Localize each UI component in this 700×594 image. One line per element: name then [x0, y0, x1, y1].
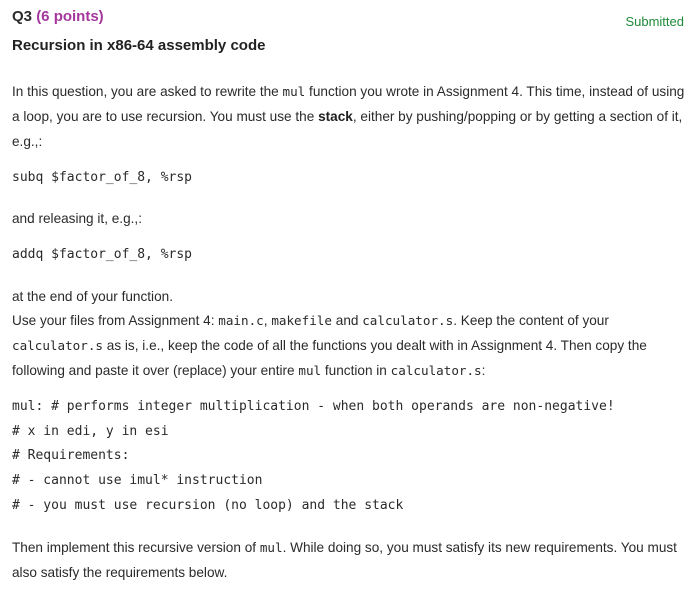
code-mul: mul — [298, 363, 322, 378]
question-header — [12, 8, 684, 30]
final-code-mul: mul — [259, 540, 283, 555]
use-files-text-5: : — [481, 363, 486, 378]
code-makefile: makefile — [271, 313, 332, 328]
code-calculator-s-2: calculator.s — [12, 338, 103, 353]
intro-text-3: , either by pushing/popping or by getting a section of it, e.g.,: — [12, 109, 683, 149]
question-title: Recursion in x86-64 assembly code — [12, 37, 266, 54]
intro-paragraph — [12, 79, 686, 154]
code-calculator-s-3: calculator.s — [390, 363, 482, 378]
code-block-line-2: # x in edi, y in esi — [12, 424, 169, 439]
use-files-text-2: . Keep the content of your — [453, 313, 609, 328]
question-heading — [12, 8, 104, 25]
code-main-c: main.c — [218, 313, 264, 328]
use-files-text-4: function in — [321, 363, 391, 378]
intro-bold-stack: stack — [318, 109, 353, 124]
code-block-line-5: # - you must use recursion (no loop) and the stack — [12, 498, 404, 513]
question-number: Q3 — [12, 8, 33, 25]
end-text: at the end of your function. — [12, 289, 173, 304]
intro-text-2: function you wrote in Assignment 4. This time, instead of using a loop, you are to use recursion. You must use the — [12, 84, 685, 124]
final-text-1: Then implement this recursive version of — [12, 540, 260, 555]
intro-code-mul: mul — [282, 84, 306, 99]
code-calculator-s: calculator.s — [362, 313, 454, 328]
code-block-line-4: # - cannot use imul* instruction — [12, 473, 263, 488]
code-subq: subq $factor_of_8, %rsp — [12, 170, 193, 185]
use-files-and: and — [331, 313, 363, 328]
releasing-text: and releasing it, e.g.,: — [12, 211, 142, 226]
code-block-line-3: # Requirements: — [12, 448, 130, 463]
use-files-text-1: Use your files from Assignment 4: — [12, 313, 219, 328]
code-addq: addq $factor_of_8, %rsp — [12, 247, 193, 262]
final-paragraph — [12, 535, 686, 585]
use-files-text-3: as is, i.e., keep the code of all the functions you dealt with in Assignment 4. Then copy the following and paste it over (replace) your entire — [12, 338, 647, 378]
question-points: (6 points) — [36, 8, 104, 25]
use-files-paragraph — [12, 308, 686, 383]
final-text-2: . While doing so, you must satisfy its new requirements. You must also satisfy the requirements below. — [12, 540, 677, 580]
submission-status: Submitted — [625, 14, 684, 29]
intro-text-1: In this question, you are asked to rewrite the — [12, 84, 283, 99]
code-block-line-1: mul: # performs integer multiplication - when both operands are non-negative! — [12, 399, 615, 414]
use-files-sep: , — [263, 313, 272, 328]
